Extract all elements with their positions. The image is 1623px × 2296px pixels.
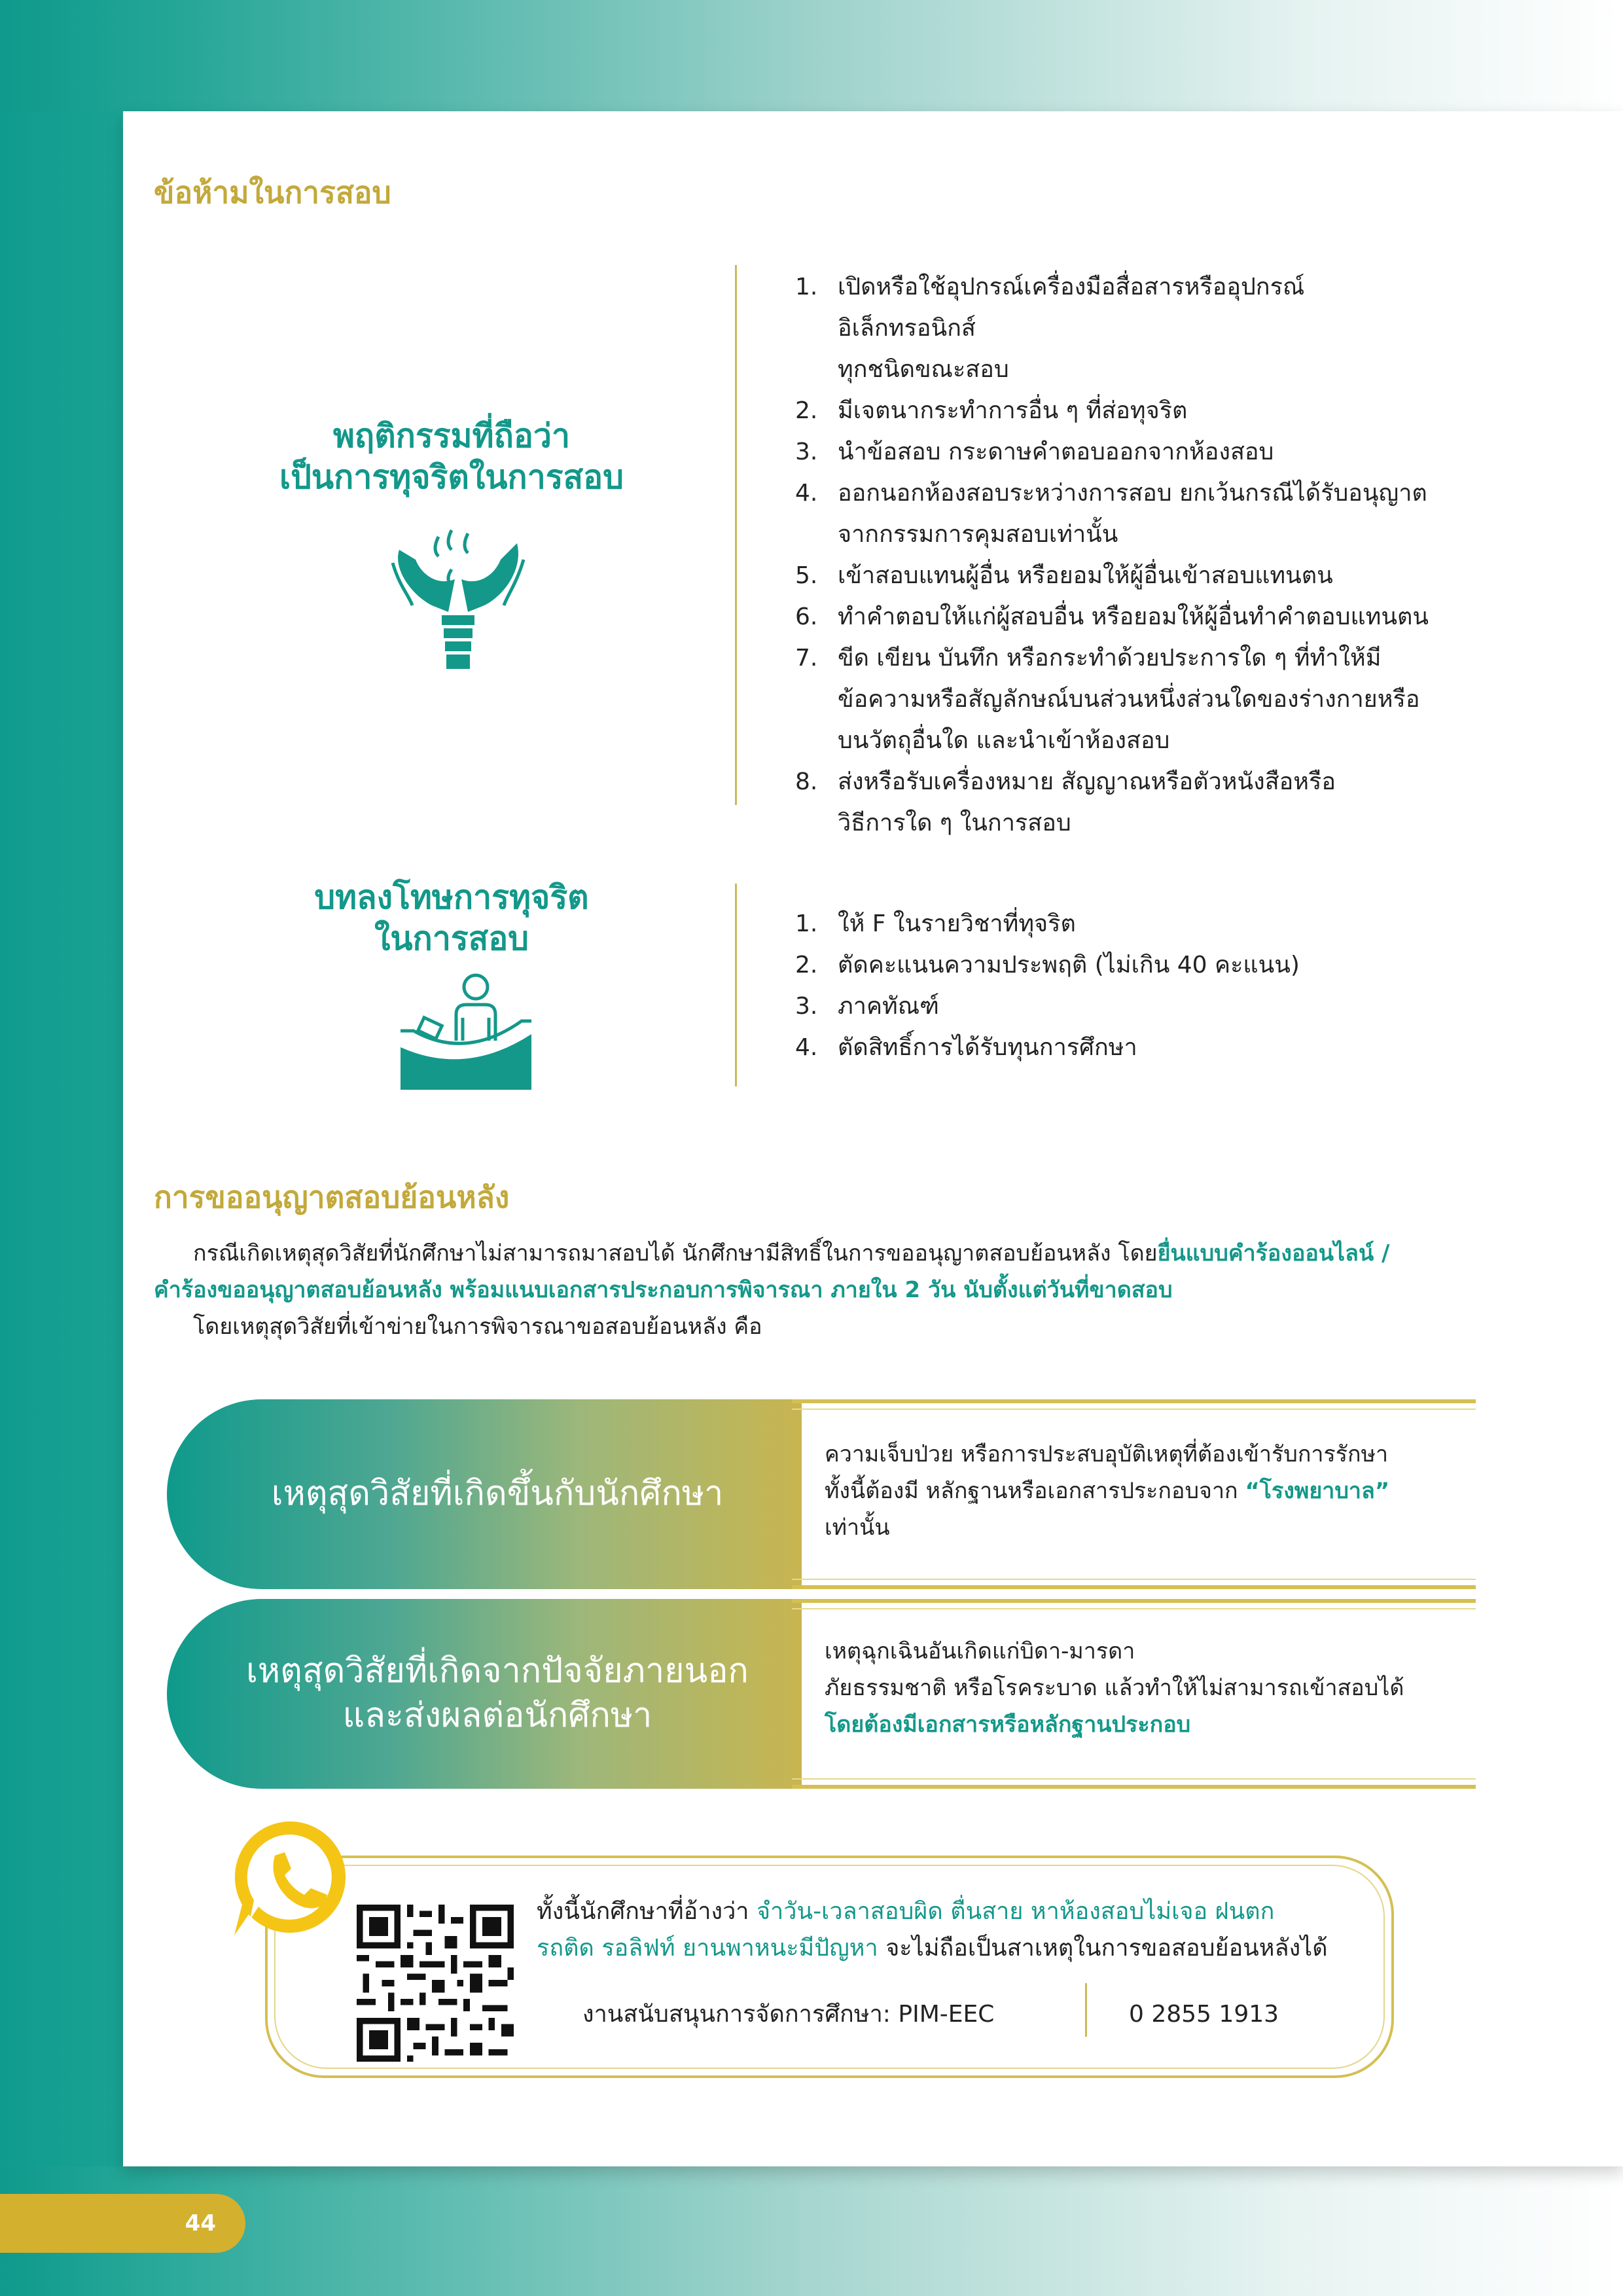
office-name: งานสนับสนุนการจัดการศึกษา: PIM-EEC: [582, 2001, 995, 2028]
office-phone[interactable]: 0 2855 1913: [1129, 2001, 1279, 2028]
person-in-water-icon: [401, 969, 531, 1090]
cheating-title-line1: พฤติกรรมที่ถือว่า: [332, 417, 571, 455]
case-student-label: เหตุสุดวิสัยที่เกิดขึ้นกับนักศึกษา: [167, 1399, 802, 1589]
list-item: 1. เปิดหรือใช้อุปกรณ์เครื่องมือสื่อสารหรืออุปกรณ์อิเล็กทรอนิกส์ ทุกชนิดขณะสอบ: [795, 274, 1305, 383]
list-item: 4. ตัดสิทธิ์การได้รับทุนการศึกษา: [795, 1034, 1137, 1061]
list-item: 3. ภาคทัณฑ์: [795, 993, 940, 1020]
case-external-label: เหตุสุดวิสัยที่เกิดจากปัจจัยภายนอก และส่งผลต่อนักศึกษา: [167, 1599, 802, 1789]
penalty-title-line2: ในการสอบ: [374, 919, 529, 958]
case-external: [167, 1599, 1476, 1789]
qr-code-icon: [357, 1905, 514, 2062]
case-student-text: ความเจ็บป่วย หรือการประสบอุบัติเหตุที่ต้องเข้ารับการรักษา ทั้งนี้ต้องมี หลักฐานหรือเอกสารประกอบจาก “โรงพยาบาล” เท่านั้น: [825, 1441, 1390, 1541]
case-student: [167, 1399, 1476, 1589]
section-heading-makeup-exam: การขออนุญาตสอบย้อนหลัง: [154, 1179, 510, 1215]
contact-divider: [1085, 1983, 1087, 2037]
contact-note: ทั้งนี้นักศึกษาที่อ้างว่า จำวัน-เวลาสอบผิด ตื่นสาย หาห้องสอบไม่เจอ ฝนตก รถติด รอลิฟท์ ยานพาหนะมีปัญหา จะไม่ถือเป็นสาเหตุในการขอสอบย้อนหลังได้: [537, 1898, 1328, 1962]
list-item: 2. ตัดคะแนนความประพฤติ (ไม่เกิน 40 คะแนน): [795, 952, 1300, 978]
cheating-list: [795, 266, 1436, 844]
cheating-title-line2: เป็นการทุจริตในการสอบ: [279, 457, 624, 496]
broken-pen-icon: [386, 524, 530, 671]
makeup-paragraph: กรณีเกิดเหตุสุดวิสัยที่นักศึกษาไม่สามารถมาสอบได้ นักศึกษามีสิทธิ์ในการขออนุญาตสอบย้อนหลัง โดยยื่นแบบคำร้องออนไลน์ / คำร้องขออนุญาตสอบย้อนหลัง พร้อมแนบเอกสารประกอบการพิจารณา ภายใน 2 วัน นับตั้งแต่วันที่ขาดสอบ โดยเหตุสุดวิสัยที่เข้าข่ายในการพิจารณาขอสอบย้อนหลัง คือ: [154, 1240, 1390, 1340]
list-item: 8. ส่งหรือรับเครื่องหมาย สัญญาณหรือตัวหนังสือหรือ วิธีการใด ๆ ในการสอบ: [795, 768, 1336, 836]
list-item: 7. ขีด เขียน บันทึก หรือกระทำด้วยประการใด ๆ ที่ทำให้มี ข้อความหรือสัญลักษณ์บนส่วนหนึ่งส่วนใดของร่างกายหรือ บนวัตถุอื่นใด และนำเข้าห้องสอบ: [795, 645, 1420, 754]
list-item: 5. เข้าสอบแทนผู้อื่น หรือยอมให้ผู้อื่นเข้าสอบแทนตน: [795, 562, 1333, 589]
cheating-title: [249, 416, 654, 497]
section-heading-prohibitions: ข้อห้ามในการสอบ: [154, 175, 391, 210]
penalty-list: [795, 903, 1436, 1068]
divider-line-1: [735, 265, 737, 805]
list-item: 1. ให้ F ในรายวิชาที่ทุจริต: [795, 910, 1076, 937]
penalty-title: [249, 877, 654, 959]
top-banner: [0, 0, 1623, 111]
phone-icon: [229, 1816, 353, 1941]
divider-line-2: [735, 884, 737, 1086]
list-item: 4. ออกนอกห้องสอบระหว่างการสอบ ยกเว้นกรณีได้รับอนุญาต จากกรรมการคุมสอบเท่านั้น: [795, 480, 1427, 548]
list-item: 3. นำข้อสอบ กระดาษคำตอบออกจากห้องสอบ: [795, 439, 1274, 465]
penalty-title-line1: บทลงโทษการทุจริต: [314, 878, 589, 916]
page-number: 44: [0, 2194, 245, 2253]
list-item: 6. ทำคำตอบให้แก่ผู้สอบอื่น หรือยอมให้ผู้อื่นทำคำตอบแทนตน: [795, 603, 1429, 630]
list-item: 2. มีเจตนากระทำการอื่น ๆ ที่ส่อทุจริต: [795, 397, 1188, 424]
case-external-text: เหตุฉุกเฉินอันเกิดแก่บิดา-มารดา ภัยธรรมชาติ หรือโรคระบาด แล้วทำให้ไม่สามารถเข้าสอบได้ โดยต้องมีเอกสารหรือหลักฐานประกอบ: [825, 1638, 1404, 1738]
